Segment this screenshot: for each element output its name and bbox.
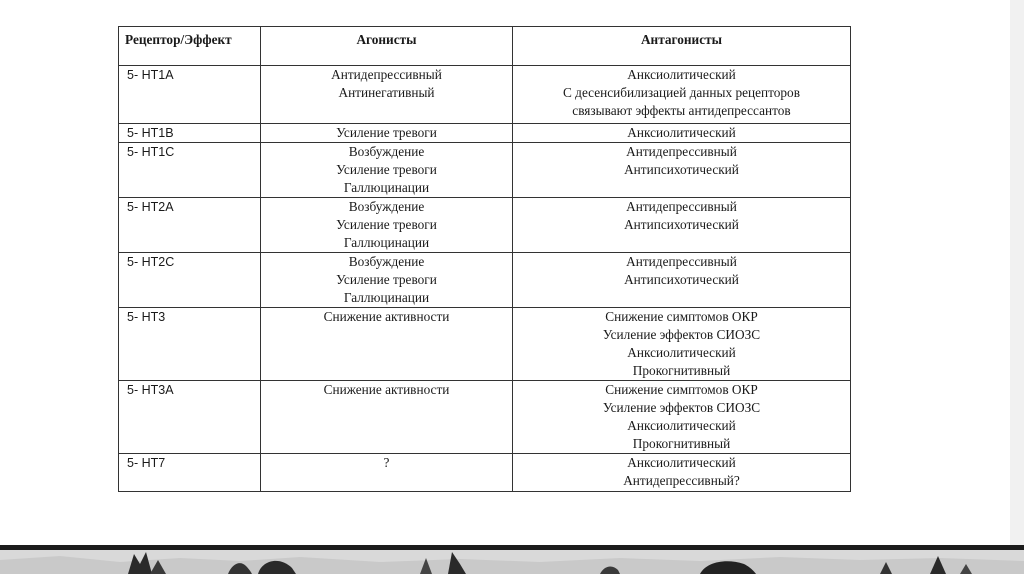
receptor-cell: 5- HT1C [119,143,261,198]
table-row [119,454,851,492]
agonist-effect: Усиление тревоги [336,125,437,140]
antagonist-effect: Антипсихотический [624,272,739,287]
agonists-cell [261,143,513,198]
antagonist-effect: Анксиолитический [627,125,736,140]
agonist-effect: Усиление тревоги [336,162,437,177]
receptor-cell: 5- HT7 [119,454,261,492]
antagonist-effect: Анксиолитический [627,418,736,433]
header-row [119,27,851,66]
antagonists-cell [513,253,851,308]
header-antagonists: Антагонисты [513,27,851,66]
antagonist-effect: Прокогнитивный [632,363,731,378]
antagonists-cell [513,124,851,143]
antagonist-effect: С десенсибилизацией данных рецепторов [562,85,800,100]
table-row [119,124,851,143]
receptor-cell: 5- HT2A [119,198,261,253]
agonist-effect: Галлюцинации [343,235,430,250]
agonist-effect: ? [383,455,390,470]
antagonist-effect: Антипсихотический [624,162,739,177]
receptor-cell: 5- HT2C [119,253,261,308]
antagonists-cell [513,381,851,454]
agonist-effect: Антинегативный [338,85,435,100]
table-row [119,381,851,454]
agonist-effect: Возбуждение [348,144,425,159]
agonists-cell [261,381,513,454]
antagonist-effect: Анксиолитический [627,455,736,470]
header-receptor: Рецептор/Эффект [119,27,261,66]
antagonists-cell [513,143,851,198]
decorative-silhouettes [0,550,1024,574]
agonist-effect: Возбуждение [348,254,425,269]
antagonist-effect: Антидепрессивный? [623,473,740,488]
agonists-cell [261,198,513,253]
agonist-effect: Усиление тревоги [336,217,437,232]
antagonist-effect: Прокогнитивный [632,436,731,451]
antagonist-effect: Усиление эффектов СИОЗС [602,327,761,342]
antagonist-effect: Снижение симптомов ОКР [605,382,758,397]
antagonist-effect: Антидепрессивный [626,199,737,214]
antagonist-effect: Анксиолитический [627,345,736,360]
agonists-cell [261,66,513,124]
agonist-effect: Снижение активности [323,309,450,324]
table-row [119,253,851,308]
decorative-strip [0,550,1024,574]
antagonist-effect: Анксиолитический [627,67,736,82]
receptor-cell: 5- HT3 [119,308,261,381]
receptor-cell: 5- HT1A [119,66,261,124]
agonist-effect: Галлюцинации [343,180,430,195]
antagonists-cell [513,308,851,381]
slide-edge [1010,0,1024,545]
antagonists-cell [513,454,851,492]
antagonist-effect: Антидепрессивный [626,144,737,159]
agonist-effect: Галлюцинации [343,290,430,305]
header-agonists: Агонисты [261,27,513,66]
agonist-effect: Возбуждение [348,199,425,214]
table-row [119,143,851,198]
agonist-effect: Антидепрессивный [331,67,442,82]
table-row [119,308,851,381]
receptor-cell: 5- HT1B [119,124,261,143]
agonists-cell [261,454,513,492]
antagonists-cell [513,66,851,124]
antagonist-effect: Снижение симптомов ОКР [605,309,758,324]
receptor-cell: 5- HT3A [119,381,261,454]
antagonist-effect: Антипсихотический [624,217,739,232]
antagonist-effect: связывают эффекты антидепрессантов [572,103,791,118]
agonists-cell [261,124,513,143]
table-row [119,66,851,124]
table-row [119,198,851,253]
agonist-effect: Снижение активности [323,382,450,397]
agonists-cell [261,308,513,381]
agonist-effect: Усиление тревоги [336,272,437,287]
receptor-table [118,26,851,492]
antagonists-cell [513,198,851,253]
antagonist-effect: Усиление эффектов СИОЗС [602,400,761,415]
antagonist-effect: Антидепрессивный [626,254,737,269]
agonists-cell [261,253,513,308]
